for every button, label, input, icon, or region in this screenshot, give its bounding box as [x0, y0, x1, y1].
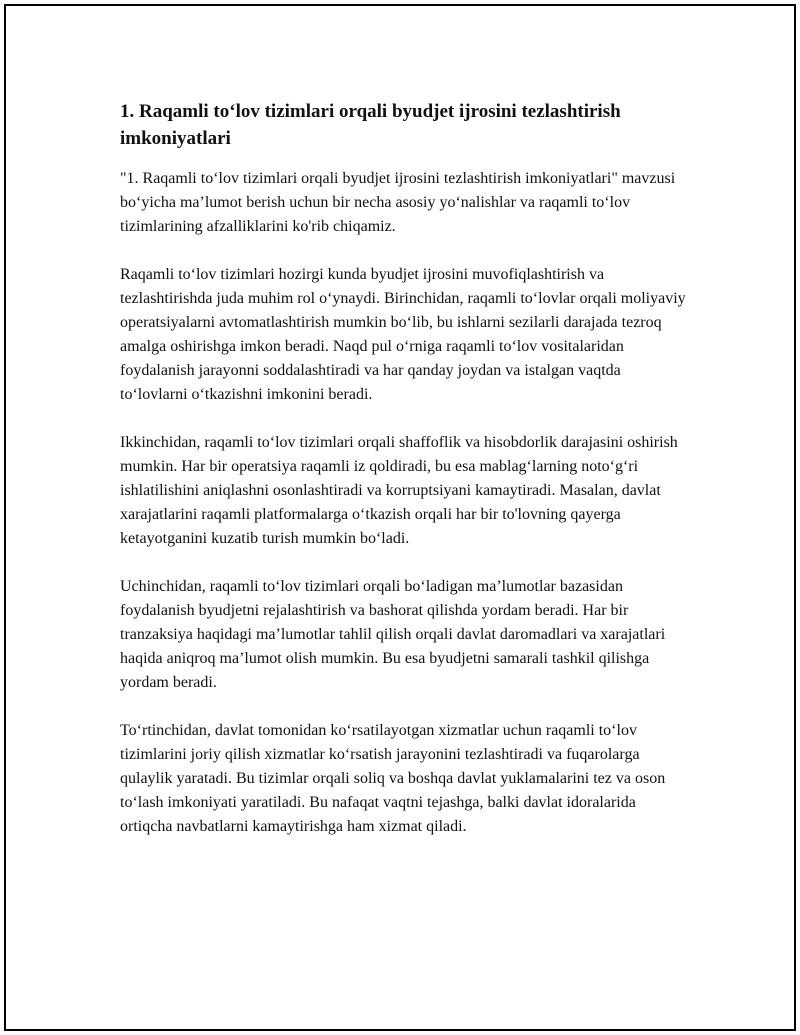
paragraph-third-point: Uchinchidan, raqamli to‘lov tizimlari orqali bo‘ladigan ma’lumotlar bazasidan foydalanish byudjetni rejalashtirish va bashorat qilishda yordam beradi. Har bir tranzaksiya haqidagi ma’lumotlar tahlil qilish orqali davlat daromadlari va xarajatlari haqida aniqroq ma’lumot olish mumkin. Bu esa byudjetni samarali tashkil qilishga yordam beradi.: [120, 578, 666, 691]
paragraph-second-point: Ikkinchidan, raqamli to‘lov tizimlari orqali shaffoflik va hisobdorlik darajasini oshirish mumkin. Har bir operatsiya raqamli iz qoldiradi, bu esa mablag‘larning noto‘g‘ri ishlatilishini aniqlashni osonlashtiradi va korruptsiyani kamaytiradi. Masalan, davlat xarajatlarini raqamli platformalarga o‘tkazish orqali har bir to'lovning qayerga ketayotganini kuzatib turish mumkin bo‘ladi.: [120, 434, 678, 547]
paragraph-overview: Raqamli to‘lov tizimlari hozirgi kunda byudjet ijrosini muvofiqlashtirish va tezlashtirishda juda muhim rol o‘ynaydi. Birinchidan, raqamli to‘lovlar orqali moliyaviy operatsiyalarni avtomatlashtirish mumkin bo‘lib, bu ishlarni sezilarli darajada tezroq amalga oshirishga imkon beradi. Naqd pul o‘rniga raqamli to‘lov vositalaridan foydalanish jarayonni soddalashtiradi va har qanday joydan va istalgan vaqtda to‘lovlarni o‘tkazishni imkonini beradi.: [120, 266, 686, 403]
paragraph-intro: "1. Raqamli to‘lov tizimlari orqali byudjet ijrosini tezlashtirish imkoniyatlari" mavzusi bo‘yicha ma’lumot berish uchun bir necha asosiy yo‘nalishlar va raqamli to‘lov tizimlarining afzalliklarini ko'rib chiqamiz.: [120, 170, 676, 235]
paragraph-fourth-point: To‘rtinchidan, davlat tomonidan ko‘rsatilayotgan xizmatlar uchun raqamli to‘lov tizimlarini joriy qilish xizmatlar ko‘rsatish jarayonini tezlashtiradi va fuqarolarga qulaylik yaratadi. Bu tizimlar orqali soliq va boshqa davlat yuklamalarini tez va oson to‘lash imkoniyati yaratiladi. Bu nafaqat vaqtni tejashga, balki davlat idoralarida ortiqcha navbatlarni kamaytirishga ham xizmat qiladi.: [120, 722, 666, 835]
document-body: [120, 98, 692, 863]
document-heading: 1. Raqamli to‘lov tizimlari orqali byudjet ijrosini tezlashtirish imkoniyatlari: [120, 101, 621, 149]
document-page: [4, 4, 796, 1031]
